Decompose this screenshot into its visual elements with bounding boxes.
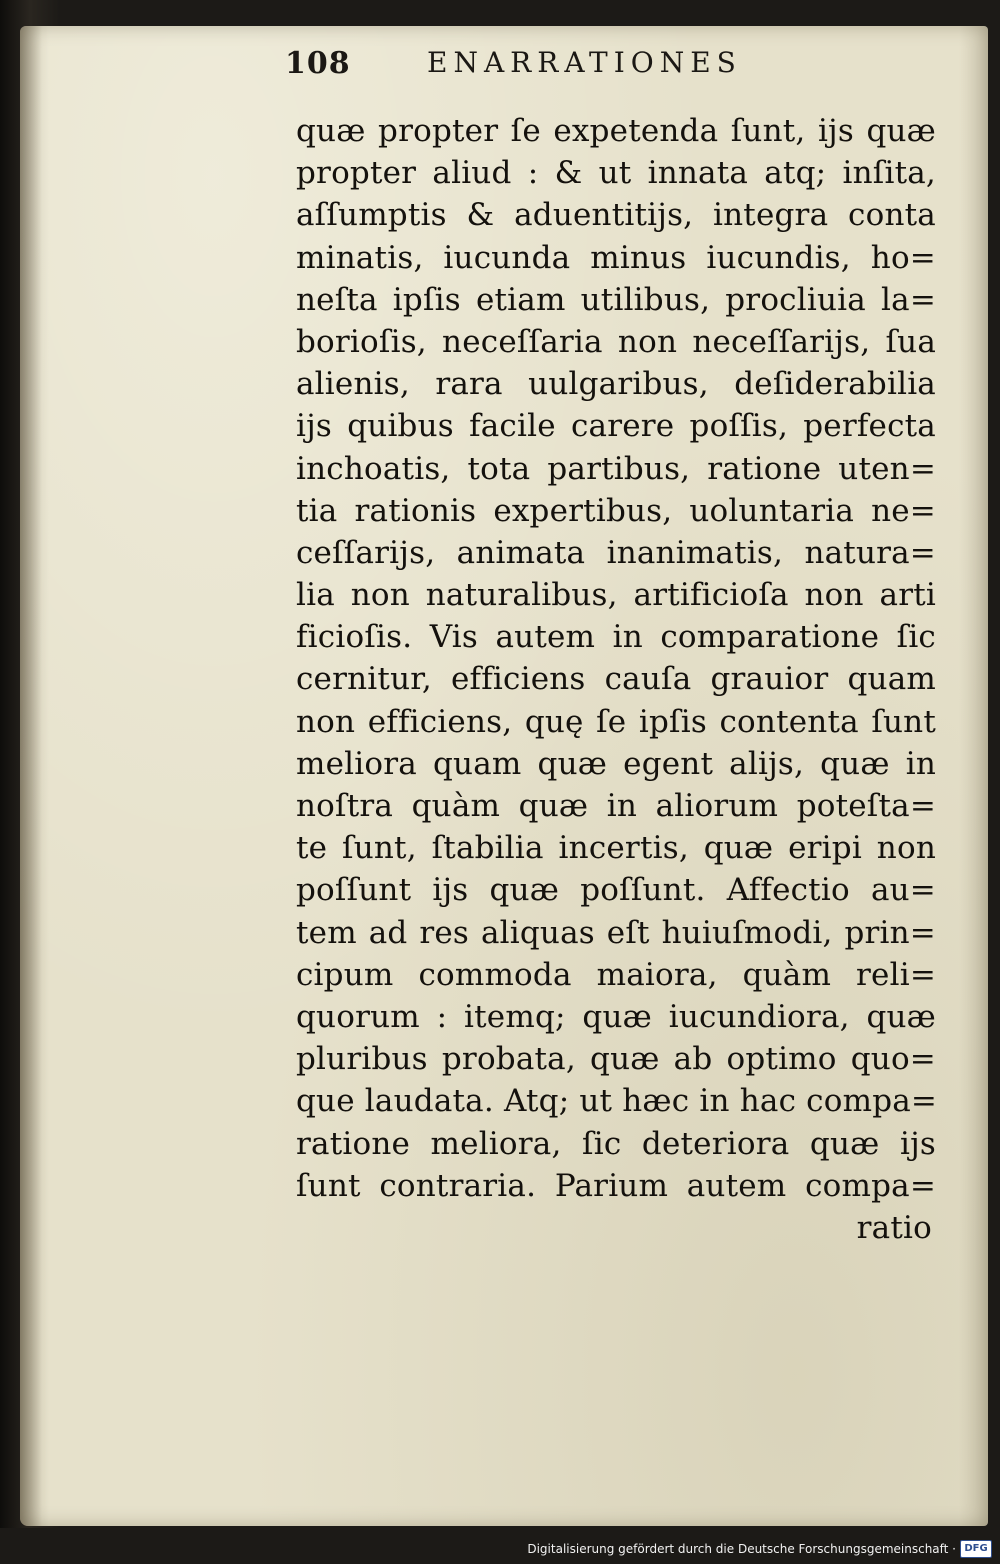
text-line: alienis, rara uulgaribus, deſiderabilia (296, 366, 936, 403)
text-line: inchoatis, tota partibus, ratione uten= (296, 450, 936, 487)
catchword: ratio (856, 1209, 932, 1246)
text-line: non efficiens, quę ſe ipſis contenta ſunt (296, 703, 936, 740)
text-line: cernitur, efficiens cauſa grauior quam (296, 661, 936, 698)
text-line: propter aliud : & ut innata atq; inſita, (296, 155, 936, 192)
text-line: tia rationis expertibus, uoluntaria ne= (296, 492, 936, 529)
running-title: ENARRATIONES (427, 46, 742, 79)
text-line: ceſſarijs, animata inanimatis, natura= (296, 534, 936, 571)
text-line: quorum : itemq; quæ iucundiora, quæ (296, 998, 936, 1035)
text-line: te ſunt, ſtabilia incertis, quæ eripi non (296, 830, 936, 867)
page-header (285, 46, 805, 86)
page-gutter-shadow (20, 26, 42, 1526)
text-line: ijs quibus facile carere poſſis, perfecta (296, 408, 936, 445)
text-line: quæ propter ſe expetenda ſunt, ijs quæ (296, 113, 936, 149)
text-line: tem ad res aliquas eſt huiuſmodi, prin= (296, 914, 936, 951)
body-text (296, 110, 936, 1249)
dfg-logo: DFG (960, 1540, 992, 1558)
text-line: ſunt contraria. Parium autem compa= (296, 1167, 936, 1204)
footer-bar (0, 1528, 1000, 1564)
footer-credit: Digitalisierung gefördert durch die Deutsche Forschungsgemeinschaft · (527, 1542, 956, 1556)
text-line: borioſis, neceſſaria non neceſſarijs, ſua (296, 323, 936, 360)
text-line: pluribus probata, quæ ab optimo quo= (296, 1041, 936, 1078)
text-line: que laudata. Atq; ut hæc in hac compa= (296, 1083, 938, 1120)
text-line: minatis, iucunda minus iucundis, ho= (296, 239, 936, 276)
text-line: cipum commoda maiora, quàm reli= (296, 956, 936, 993)
text-line: aſſumptis & aduentitijs, integra conta (296, 197, 936, 234)
text-line: meliora quam quæ egent alijs, quæ in (296, 745, 936, 782)
text-line: neſta ipſis etiam utilibus, procliuia la= (296, 281, 936, 318)
text-line: lia non naturalibus, artificioſa non arti (296, 577, 936, 614)
text-line: noſtra quàm quæ in aliorum poteſta= (296, 788, 936, 824)
text-line: ratione meliora, ſic deteriora quæ ijs (296, 1125, 936, 1162)
page-number: 108 (285, 46, 351, 81)
text-line: ficioſis. Vis autem in comparatione ſic (296, 619, 936, 656)
text-line: poſſunt ijs quæ poſſunt. Affectio au= (296, 872, 936, 909)
